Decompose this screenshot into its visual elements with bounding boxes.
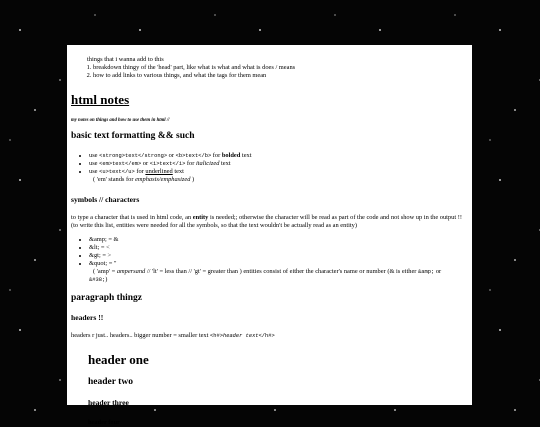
underline-example: underlined <box>145 168 173 176</box>
headers-paragraph: headers r just.. headers.. bigger number = smaller text <h#>header text</h#> <box>71 331 275 339</box>
formatting-heading: basic text formatting && such <box>71 131 195 142</box>
notes-page <box>67 45 472 426</box>
list-item: • &gt; = > <box>89 252 468 260</box>
headers-heading: headers !! <box>71 313 104 323</box>
intro-section <box>71 56 468 80</box>
demo-header-four: header four <box>88 418 121 426</box>
i-tag-code: <i>text</i> <box>149 161 186 168</box>
em-tag-code: <em>text</em> <box>99 161 142 168</box>
entity-note: ( 'amp' = ampersand // 'lt' = less than // 'gt' = greater than ) entities consist of either the character's name or number (& is either &amp; or &#38;) <box>89 267 442 283</box>
intro-lead: things that i wanna add to this <box>87 56 164 63</box>
list-item: • &amp; = & <box>89 236 468 244</box>
header-demo <box>88 352 468 427</box>
demo-header-one: header one <box>88 351 149 367</box>
em-note: ( 'em' stands for emphasis/emphasized ) <box>93 176 195 184</box>
italic-example: italicized <box>195 160 220 168</box>
demo-header-three: header three <box>88 398 129 408</box>
list-item: 2. how to add links to various things, and what the tags for them mean <box>93 72 468 80</box>
underline-item: • use <u>text</u> for underlined text ( 'em' stands for emphasis/emphasized ) <box>89 168 468 184</box>
u-tag-code: <u>text</u> <box>99 169 135 176</box>
strong-tag-code: <strong>text</strong> <box>99 153 168 160</box>
symbols-heading: symbols // characters <box>71 195 140 205</box>
formatting-list <box>71 152 468 184</box>
list-item: 1. breakdown thingy of the 'head' part, like what is what and what is does / means <box>93 64 468 72</box>
header-tag-code: <h#>header text</h#> <box>210 332 275 339</box>
symbols-list <box>71 236 468 284</box>
amp-number-code: &#38; <box>89 276 106 283</box>
bold-example: bolded <box>221 152 241 160</box>
page-title: html notes <box>71 92 130 107</box>
italic-item: • use <em>text</em> or <i>text</i> for italicized text <box>89 160 468 168</box>
amp-entity-code: &amp; <box>418 268 435 275</box>
demo-header-two: header two <box>88 377 133 388</box>
intro-list <box>71 64 468 80</box>
paragraph-heading: paragraph thingz <box>71 292 142 303</box>
page-subtitle: my notes on things and how to use them in html // <box>71 118 170 124</box>
b-tag-code: <b>text</b> <box>175 153 212 160</box>
bold-item: • use <strong>text</strong> or <b>text</b> for bolded text <box>89 152 468 160</box>
list-item: • &quot; = " ( 'amp' = ampersand // 'lt' = less than // 'gt' = greater than ) entities consist of either the character's name or number (& is either &amp; or &#38;) <box>89 260 468 284</box>
list-item: • &lt; = < <box>89 244 468 252</box>
symbols-paragraph: to type a character that is used in html code, an entity is needed;; otherwise the character will be read as part of the code and not show up in the output !! (to write this list, entities were needed for all the symbols, so that the text wouldn't be actually read as an entity) <box>71 213 462 229</box>
